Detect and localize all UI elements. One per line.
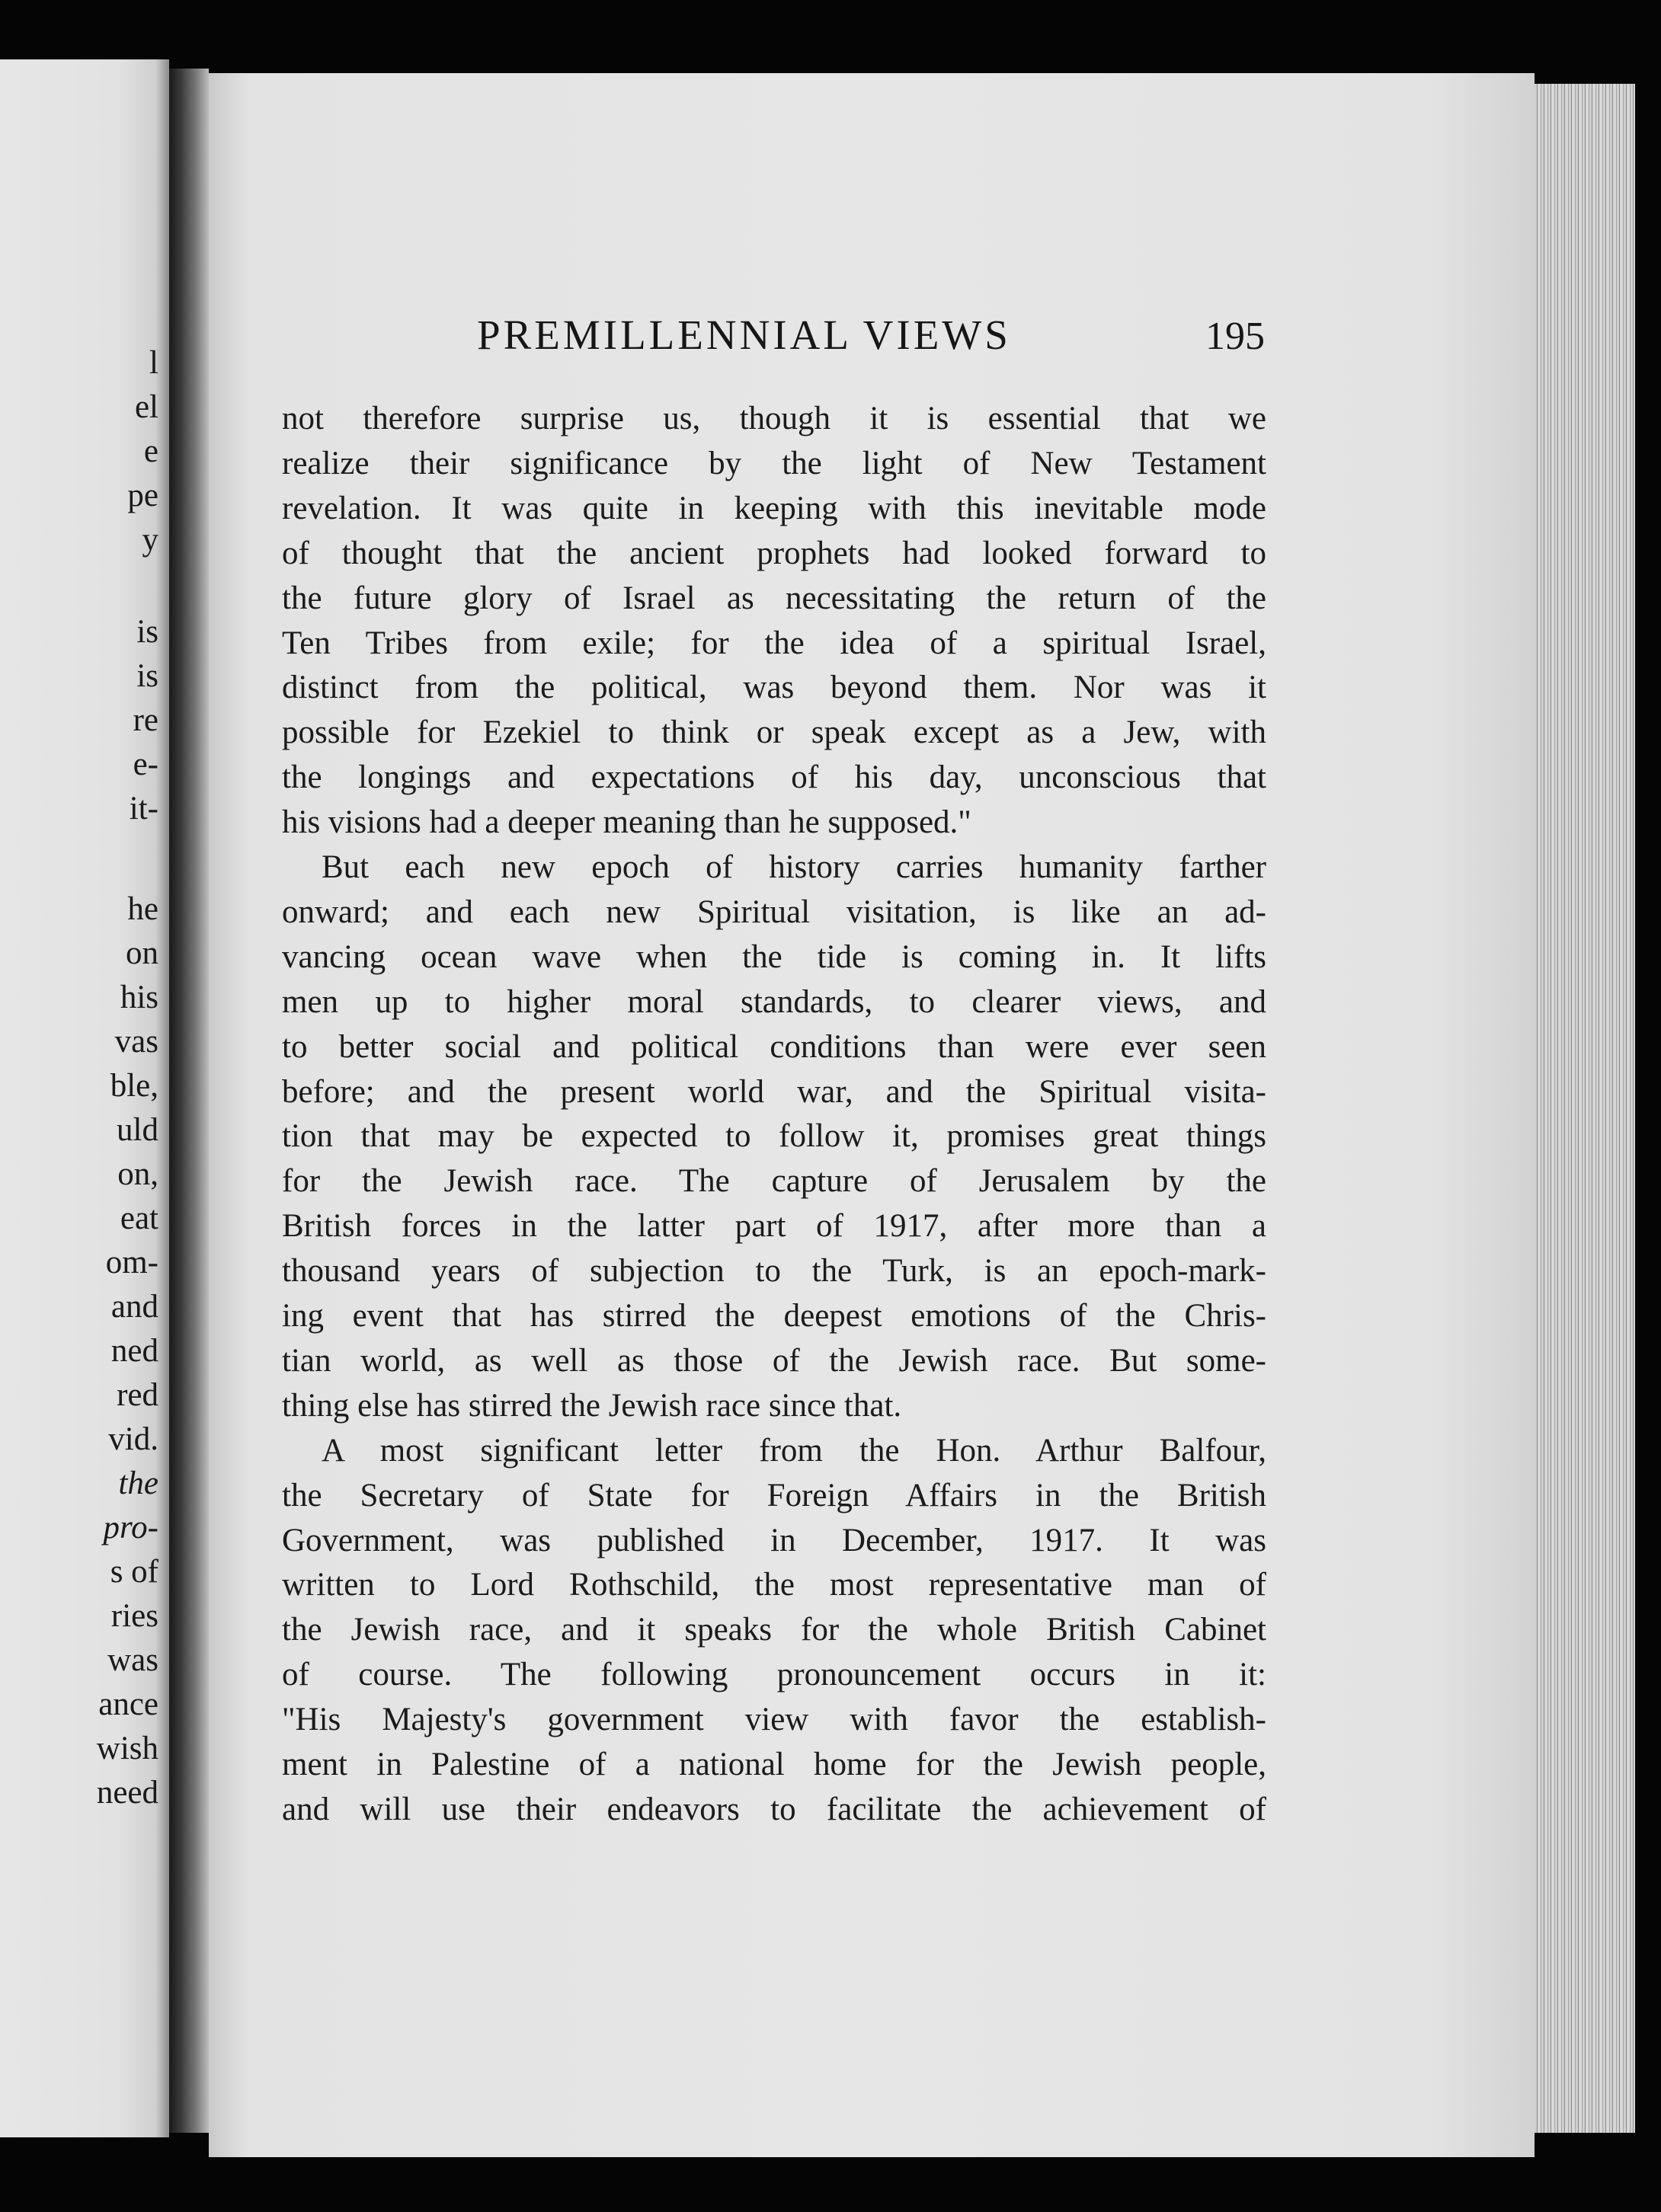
- text-line: ing event that has stirred the deepest emotions of the Chris-: [282, 1298, 1266, 1334]
- facing-page-fragment: ance: [98, 1686, 158, 1722]
- text-line: before; and the present world war, and the Spiritual visita-: [282, 1073, 1266, 1110]
- facing-page-fragment: el: [134, 389, 158, 425]
- text-line: his visions had a deeper meaning than he supposed.": [282, 804, 971, 841]
- text-line: realize their significance by the light of New Testament: [282, 445, 1266, 481]
- facing-page-fragment: the: [118, 1466, 158, 1501]
- facing-page-fragment: re: [133, 702, 158, 738]
- text-line: distinct from the political, was beyond them. Nor was it: [282, 670, 1266, 706]
- facing-page-fragment: was: [107, 1642, 158, 1678]
- facing-page-fragment: it-: [129, 791, 158, 826]
- text-line: revelation. It was quite in keeping with this inevitable mode: [282, 490, 1266, 526]
- facing-page-fragment: is: [136, 614, 158, 650]
- facing-page-fragment: vid.: [108, 1421, 158, 1457]
- facing-page-fragment: om-: [105, 1245, 158, 1280]
- facing-page-fragment: vas: [114, 1024, 158, 1060]
- facing-page-fragment: and: [110, 1289, 158, 1325]
- text-line: possible for Ezekiel to think or speak except as a Jew, with: [282, 714, 1266, 751]
- text-line: men up to higher moral standards, to clearer views, and: [282, 983, 1266, 1020]
- text-line: A most significant letter from the Hon. Arthur Balfour,: [322, 1432, 1266, 1469]
- text-line: not therefore surprise us, though it is essential that we: [282, 401, 1266, 436]
- text-line: the future glory of Israel as necessitating the return of the: [282, 580, 1266, 616]
- text-line: British forces in the latter part of 1917, after more than a: [282, 1208, 1266, 1245]
- facing-page-fragment: ries: [110, 1598, 158, 1634]
- text-line: tion that may be expected to follow it, promises great things: [282, 1118, 1266, 1155]
- facing-page-fragment: need: [96, 1775, 158, 1811]
- text-line: tian world, as well as those of the Jewish race. But some-: [282, 1342, 1266, 1379]
- running-head: PREMILLENNIAL VIEWS: [477, 312, 1011, 358]
- facing-page-fragment: ned: [110, 1333, 158, 1369]
- facing-page-fragment: e-: [133, 746, 158, 782]
- text-line: But each new epoch of history carries humanity farther: [322, 849, 1266, 885]
- text-line: Government, was published in December, 1917. It was: [282, 1522, 1266, 1558]
- text-line: Ten Tribes from exile; for the idea of a spiritual Israel,: [282, 625, 1266, 661]
- book-page: [209, 73, 1535, 2157]
- facing-page-fragment: ble,: [110, 1068, 158, 1104]
- text-line: onward; and each new Spiritual visitation, is like an ad-: [282, 893, 1266, 930]
- text-line: of course. The following pronouncement occurs in it:: [282, 1657, 1266, 1693]
- text-line: ment in Palestine of a national home for the Jewish people,: [282, 1747, 1266, 1782]
- text-line: of thought that the ancient prophets had looked forward to: [282, 535, 1266, 571]
- facing-page-fragment: on,: [117, 1156, 158, 1192]
- book-gutter: [169, 69, 209, 2133]
- text-line: the Jewish race, and it speaks for the whole British Cabinet: [282, 1612, 1266, 1648]
- facing-page-fragment: e: [143, 433, 158, 469]
- facing-page-fragment: l: [149, 345, 158, 381]
- text-line: "His Majesty's government view with favor the establish-: [282, 1702, 1266, 1738]
- text-line: thousand years of subjection to the Turk, is an epoch-mark-: [282, 1253, 1266, 1290]
- facing-page-fragment: wish: [96, 1731, 158, 1766]
- text-line: for the Jewish race. The capture of Jerusalem by the: [282, 1163, 1266, 1200]
- facing-page-fragment: is: [136, 658, 158, 694]
- text-line: to better social and political conditions than were ever seen: [282, 1028, 1266, 1065]
- page-number: 195: [1205, 315, 1265, 358]
- facing-page-fragment: red: [117, 1377, 158, 1413]
- facing-page-fragment: pro-: [103, 1510, 158, 1546]
- page-edges: [1535, 84, 1635, 2133]
- facing-page-fragment: pe: [127, 478, 158, 513]
- facing-page-fragment: on: [126, 935, 158, 971]
- text-line: written to Lord Rothschild, the most representative man of: [282, 1567, 1266, 1603]
- text-line: the longings and expectations of his day, unconscious that: [282, 759, 1266, 796]
- facing-page-fragment: eat: [120, 1200, 158, 1236]
- facing-page: [0, 59, 169, 2137]
- facing-page-fragment: y: [142, 522, 158, 558]
- text-line: the Secretary of State for Foreign Affairs in the British: [282, 1477, 1266, 1514]
- text-line: vancing ocean wave when the tide is coming in. It lifts: [282, 938, 1266, 975]
- facing-page-fragment: he: [127, 891, 158, 927]
- text-line: and will use their endeavors to facilitate the achievement of: [282, 1791, 1266, 1827]
- facing-page-fragment: s of: [110, 1554, 158, 1590]
- facing-page-fragment: his: [120, 980, 158, 1015]
- facing-page-fragment: uld: [117, 1112, 158, 1148]
- text-line: thing else has stirred the Jewish race since that.: [282, 1387, 902, 1424]
